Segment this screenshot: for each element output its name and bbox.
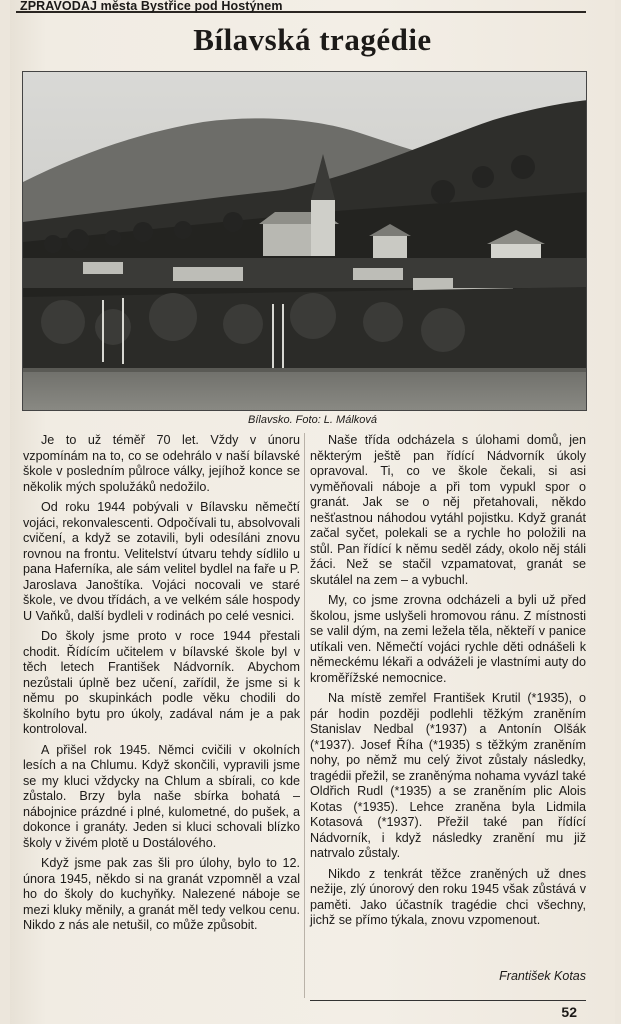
bulletin-name: ZPRAVODAJ města Bystřice pod Hostýnem <box>20 0 283 13</box>
paragraph: Do školy jsme proto v roce 1944 přestali chodit. Řídícím učitelem v bílavské škole byl v těch letech František Nádvorník. Abychom nezůstali úplně bez učení, zařídil, že jsme si k němu po skupinkách podle věku chodili do školního bytu pro úkoly, zadával nám je a pak kontroloval. <box>23 629 300 736</box>
article-author: František Kotas <box>499 969 586 983</box>
paragraph: Nikdo z tenkrát těžce zraněných už dnes nežije, zlý únorový den roku 1945 však zůstává v paměti. Jako účastník tragédie chci všechny, jichž se přímo týkala, znovu vzpomenout. <box>310 866 586 927</box>
paragraph: Je to už téměř 70 let. Vždy v únoru vzpomínám na to, co se odehrálo v naší bílavské škole v posledním půlroce války, jejíhož konce se několik mých spolužáků nedožilo. <box>23 433 300 494</box>
page-number: 52 <box>561 1004 577 1020</box>
article-column-left <box>23 433 300 939</box>
paragraph: My, co jsme zrovna odcházeli a byli už před školou, jsme uslyšeli hromovou ránu. Z místnosti se valil dým, na zemi ležela těla, někteří v panice utíkali ven. Němečtí vojáci rychle děti odnášeli k německému lékaři a odváželi je vlastními auty do kroměřížské nemocnice. <box>310 593 586 685</box>
photo-caption: Bílavsko. Foto: L. Málková <box>248 414 377 426</box>
village-photo <box>22 71 587 411</box>
paragraph: A přišel rok 1945. Němci cvičili v okolních lesích a na Chlumu. Když skončili, vypravili jsme se my kluci vždycky na Chlum a sbírali, co kde zůstalo. Brzy byla naše sbírka bohatá – nábojnice prázdné i plné, kulometné, do pušek, a dokonce i granáty. Jeden si kluci schovali blízko školy v živém plotě u Dostálového. <box>23 742 300 850</box>
magazine-page <box>10 0 615 1024</box>
footer-rule <box>310 1000 586 1001</box>
paragraph: Když jsme pak zas šli pro úlohy, bylo to 12. února 1945, někdo si na granát vzpomněl a vzal ho do školy do kuchyňky. Nalezené náboje se mezi kluky měnily, a granát měl tedy velkou cenu. Nikdo z nás ale netušil, co může způsobit. <box>23 856 300 932</box>
article-title: Bílavská tragédie <box>193 22 432 57</box>
article-column-right <box>310 433 586 934</box>
paragraph: Na místě zemřel František Krutil (*1935), o pár hodin později podlehli těžkým zraněním Stanislav Nedbal (*1937) a Antonín Olšák (*1937). Josef Říha (*1935) s těžkým zraněním nohy, po němž mu celý život zůstaly následky, tragédii přežil, se zraněnýma nohama vyvázl také Oldřich Rudl (*1935) a se zraněním plic Alois Kotas (*1935). Lehce zraněna byla Lidmila Kotasová (*1937). Přežil také pan řídící Nádvorník, i když následky zranění mu již natrvalo zůstaly. <box>310 691 586 860</box>
column-divider <box>304 433 305 998</box>
paragraph: Naše třída odcházela s úlohami domů, jen některým ještě pan řídící Nádvorník úkoly opravoval. Ti, co ve škole čekali, si asi vyměňovali náboje a při tom vypukl spor o granát. Jak se o něj přetahovali, někdo nešťastnou náhodou vytáhl pojistku. Když granát začal syčet, polekali se a rychle ho položili na stůl. Pan řídící k němu seděl zády, okolo něj stáli žáci. Než se stačil vzpamatovat, granát se skutálel na zem – a vybuchl. <box>310 433 586 587</box>
paragraph: Od roku 1944 pobývali v Bílavsku němečtí vojáci, rekonvalescenti. Odpočívali tu, absolvovali cvičení, a když se zotavili, byli odesíláni znovu rovnou na frontu. Velitelství útvaru tehdy sídlilo u pana Haferníka, ale sám velitel bydlel na faře u P. Jaroslava Janoštíka. Vojáci nocovali ve staré škole, ve dvou třídách, a ve velkém sále hospody U Vaňků, další bydleli v rodinách po celé vesnici. <box>23 500 300 623</box>
